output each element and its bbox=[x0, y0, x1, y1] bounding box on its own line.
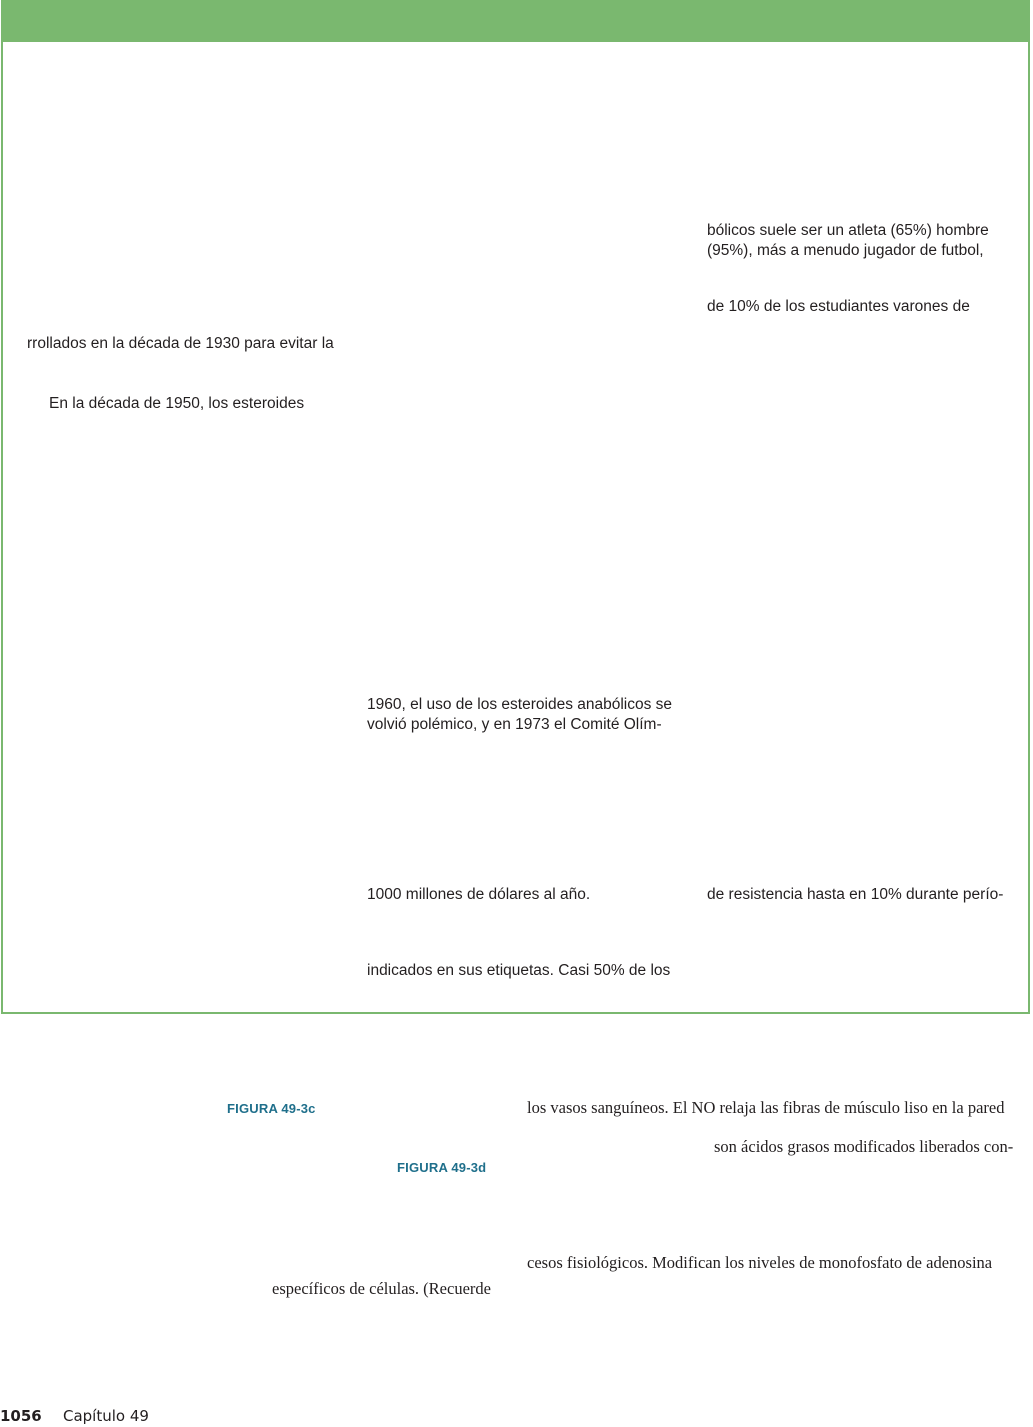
figure-reference-link[interactable]: FIGURA 49-3c bbox=[227, 1101, 316, 1116]
box-text-line: de resistencia hasta en 10% durante perío- bbox=[707, 886, 1004, 903]
box-text-line: En la década de 1950, los esteroides bbox=[49, 395, 305, 412]
box-text-line: 1960, el uso de los esteroides anabólicos se bbox=[367, 696, 673, 713]
body-text-line: son ácidos grasos modificados liberados con- bbox=[714, 1137, 1014, 1156]
body-text-line: cesos fisiológicos. Modifican los niveles de monofosfato de adenosina bbox=[527, 1253, 993, 1272]
box-text-line: 1000 millones de dólares al año. bbox=[367, 886, 591, 903]
figure-reference-link[interactable]: FIGURA 49-3d bbox=[397, 1160, 487, 1175]
chapter-label: Capítulo 49 bbox=[63, 1407, 149, 1425]
body-text-line: los vasos sanguíneos. El NO relaja las fibras de músculo liso en la pared bbox=[527, 1098, 1005, 1117]
body-text-line: específicos de células. (Recuerde bbox=[272, 1279, 491, 1298]
box-text-line: bólicos suele ser un atleta (65%) hombre bbox=[707, 222, 989, 239]
sidebar-box bbox=[1, 0, 1030, 1014]
page-number: 1056 bbox=[0, 1407, 42, 1425]
box-text-line: (95%), más a menudo jugador de futbol, bbox=[707, 242, 984, 259]
box-text-line: rrollados en la década de 1930 para evitar la bbox=[27, 335, 334, 352]
sidebar-header-bar bbox=[3, 2, 1028, 42]
box-text-line: de 10% de los estudiantes varones de bbox=[707, 298, 970, 315]
box-text-line: indicados en sus etiquetas. Casi 50% de los bbox=[367, 962, 671, 979]
box-text-line: volvió polémico, y en 1973 el Comité Olím- bbox=[367, 716, 662, 733]
